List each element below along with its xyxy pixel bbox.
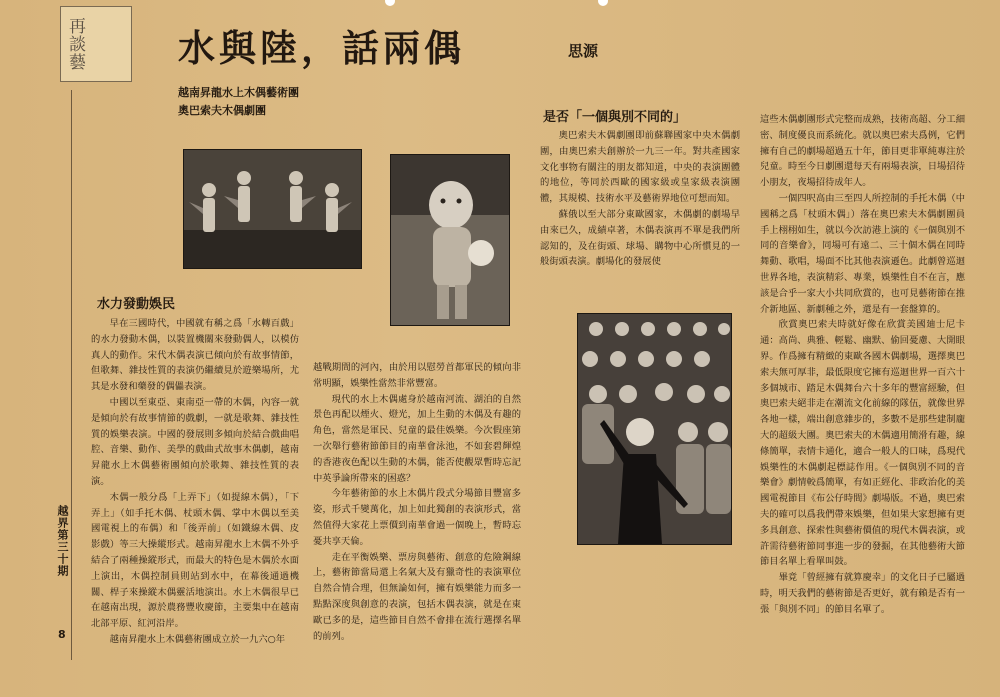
paragraph: 奧巴索夫木偶劇團即前蘇聯國家中央木偶劇團，由奧巴索夫創辦於一九三一年。對共產國家文化事物有關注的朋友都知道，中央的表演團體的地位，等同於西歐的國家級或皇家級表演團體，其規模、技術水平及藝術界地位可想而知。 [540, 130, 740, 205]
paragraph: 這些木偶劇團形式完整而成熟，技術高超、分工細密、制度優良而系統化。就以奧巴索夫爲例，它們擁有自己的劇場超過五十年，節目更非單純專注於兒童。時至今日劇團還每天有兩場表演，日場招待小朋友，夜場招待成年人。 [760, 114, 965, 189]
section4-column [760, 112, 965, 618]
punch-hole [385, 0, 395, 6]
paragraph: 今年藝術節的水上木偶片段式分場節目豐富多姿，形式千變萬化，加上如此獨創的表演形式，當然值得大家花上票價到南華會過一個晚上，暫時忘憂共享天倫。 [313, 488, 521, 547]
page-title: 水與陸，話兩偶 [178, 26, 465, 70]
sidebar-rule [71, 90, 72, 660]
paragraph: 欣賞奧巴索夫時就好像在欣賞美國廸士尼卡通：高尚、典雅、輕鬆、幽默、偷回憂慮、大開眼界。作爲擁有精緻的東歐各國木偶劇場，選擇奧巴索夫無可厚非，最低限度它擁有巡迴世界一百六十多個城市、踏足木偶舞台六十多年的豐富經驗，但奧巴索夫絕非走在潮流文化前線的隊伍，就像世界各地一樣，端出創意雜步的，多數不是那些建制龐大的超級大團。奧巴索夫的木偶適用簡滑有趣，線條簡單，表情卡通化，適合一般人的口味，爲現代娛樂性的木偶劇起標誌作用。《一個與別不同的音樂會》劇情較爲簡單，有如正經化、非政治化的美國電視節目《布公仔時間》劇場版。不過，奧巴索夫的確可以爲我們帶來娛樂，但如果大家想擁有更多具創意、探索性與藝術價值的現代木偶表演，或許需待藝術節同事進一步的發掘，在其他藝術大節節目名單上看單叫鼓。 [760, 319, 965, 568]
section2-column [313, 360, 521, 644]
issue-label: 越界第三十期 [56, 505, 69, 577]
section1-column [91, 316, 299, 648]
paragraph: 現代的水上木偶處身於越南河流、湖泊的自然景色再配以煙火、燈光，加上生動的木偶及有趣的角色，當然是軍民、兒童的最佳娛樂。今次假座第一次舉行藝術節節目的南華會泳池，不如套碧輝煌的香港夜色配以生動的木偶，能否使觀眾暫時忘記中英爭論所帶來的困惑？ [313, 393, 521, 484]
paragraph: 中國以至東亞、東南亞一帶的木偶，內容一就是傾向於有故事情節的戲劇，一就是歌舞、雜技性質的娛樂表演。中國的發展則多傾向於結合戲曲唱腔、音樂、動作、美學的戲曲式故事木偶劇，越南昇龍水上木偶藝術團傾向於歌舞、雜技性質的表演。 [91, 396, 299, 487]
column-logo-text: 再談藝 [65, 17, 85, 71]
photo-puppet-concert [577, 313, 732, 545]
subtitle-1: 越南昇龍水上木偶藝術團 [178, 86, 299, 99]
section-heading-water-power: 水力發動娛民 [97, 297, 176, 312]
paragraph: 走在平衡娛樂、票房與藝術、創意的危險鋼線上，藝術節當局還上名氣大及有獵奇性的表演單位自然合情合理，但無論如何，擁有娛樂能力而多一點點深度與創意的表演，包括木偶表演，就是在東歐已多的是，這些節目自然不會排在流行選擇名單的前列。 [313, 551, 521, 642]
paragraph: 畢竟「曾經擁有就算慶幸」的文化日子已屬過時，明天我們的藝術節是否更好，就有賴是否有一張「與別不同」的節目名單了。 [760, 572, 965, 615]
subtitle-2: 奧巴索夫木偶劇團 [178, 104, 266, 117]
photo-water-puppets [183, 149, 362, 269]
page-number: 8 [58, 628, 66, 641]
section3-column [540, 128, 740, 270]
section-heading-different: 是否「一個與別不同的」 [543, 110, 687, 125]
column-logo [60, 6, 132, 82]
paragraph: 蘇俄以至大部分東歐國家，木偶劇的劇場早由來已久，成績卓著，木偶表演再不單是我們所認知的，及在街頭、球場、購物中心所慣見的一般街頭表演。劇場化的發展使 [540, 208, 740, 268]
author-name: 思源 [568, 42, 599, 60]
paragraph: 一個四呎高由三至四人所控制的手托木偶（中國稱之爲「杖頭木偶」）落在奧巴索夫木偶劇團員手上栩栩如生，就以今次訪港上演的《一個與別不同的音樂會》，同場可有遠二、三十個木偶在同時舞動、歌唱，場面不比其他表演遜色。此劇曾巡迴世界各地，表演精彩、專業，娛樂性自不在言，應該是合乎一家大小共同欣賞的，也可見藝術節在推介新地區、新劇種之外，還是有一套盤算的。 [760, 192, 965, 315]
paragraph: 早在三國時代，中國就有稱之爲「水轉百戲」的水力發動木偶，以裝置機關來發動偶人，以模仿真人的動作。宋代木偶表演已傾向於有故事情節，但歌舞、雜技性質的表演仍繼續見於遊樂場所，尤其是水發和藥發的偶儡表演。 [91, 318, 299, 393]
punch-hole [598, 0, 608, 6]
paragraph: 越南昇龍水上木偶藝術團成立於一九六○年 [109, 633, 286, 645]
photo-single-puppet [390, 154, 510, 326]
paragraph: 越戰期間的河內，由於用以慰勞首都軍民的傾向非常明顯，娛樂性當然非常豐富。 [313, 362, 521, 389]
paragraph: 木偶一般分爲「上弄下」（如提線木偶），「下弄上」（如手托木偶、杖頭木偶、掌中木偶以至美國電視上的布偶）和「後弄前」（如鐵線木偶、皮影戲）等三大操縱形式。越南昇龍水上木偶不外乎結合了兩種操縱形式，而最大的特色是木偶於水面上演出，木偶控制員則站到水中，在幕後通過機關、桿子來操縱木偶靈活地演出。水上木偶很早已在越南出現，源於農務豐收慶節，主要集中在越南北部平原、紅河沿岸。 [91, 491, 299, 630]
